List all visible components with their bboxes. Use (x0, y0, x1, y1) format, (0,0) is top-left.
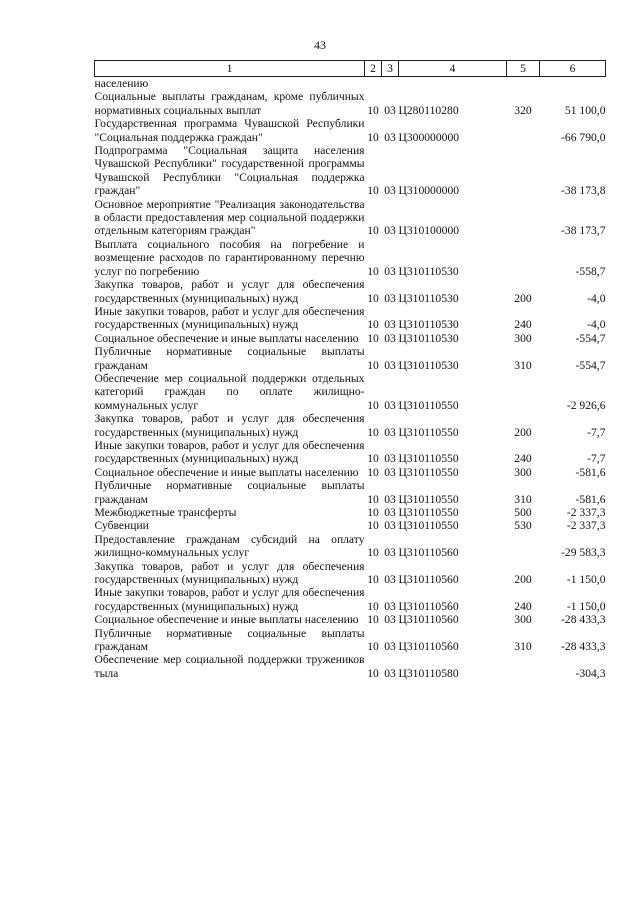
row-name: Закупка товаров, работ и услуг для обеспечения государственных (муниципальных) нужд (94, 559, 365, 587)
row-subsection: 03 (384, 613, 396, 627)
row-section: 10 (367, 546, 379, 560)
column-header-section: 2 (365, 61, 382, 77)
row-expense-type (507, 117, 540, 144)
row-target-item: Ц310000000 (398, 184, 460, 198)
row-target-item: Ц310110580 (398, 666, 459, 680)
row-expense-type: 300 (514, 331, 532, 345)
row-section: 10 (367, 506, 379, 519)
row-amount: -66 790,0 (561, 130, 606, 144)
row-target-item: Ц310110530 (398, 318, 459, 332)
row-amount: -38 173,7 (561, 224, 606, 238)
row-target-item: Ц310110550 (398, 506, 459, 519)
row-subsection: 03 (384, 398, 396, 412)
row-amount: -38 173,8 (561, 184, 606, 198)
column-header-subsection: 3 (382, 61, 399, 77)
row-expense-type: 310 (514, 358, 532, 372)
row-subsection (382, 77, 399, 91)
table-row (95, 305, 606, 332)
row-expense-type: 240 (514, 318, 532, 332)
table-row (95, 345, 606, 372)
row-amount: -2 337,3 (566, 519, 606, 533)
row-section: 10 (367, 573, 379, 587)
row-amount: 51 100,0 (564, 103, 606, 117)
table-row (95, 627, 606, 654)
row-amount: -28 433,3 (561, 613, 606, 627)
row-section: 10 (367, 264, 379, 278)
row-target-item (399, 77, 507, 91)
row-target-item: Ц310110530 (398, 291, 459, 305)
row-expense-type (507, 533, 540, 560)
column-header-amount: 6 (540, 61, 606, 77)
row-amount: -558,7 (575, 264, 606, 278)
row-name: Выплата социального пособия на погребение и возмещение расходов по гарантированному перечню услуг по погребению (94, 237, 365, 278)
row-target-item: Ц310110550 (398, 519, 459, 533)
row-expense-type (507, 372, 540, 412)
row-expense-type: 240 (514, 599, 532, 613)
row-subsection: 03 (384, 425, 396, 439)
table-row (95, 506, 606, 519)
row-expense-type: 320 (514, 103, 532, 117)
row-name: Социальное обеспечение и иные выплаты населению (94, 331, 359, 345)
page-number: 43 (314, 38, 326, 52)
row-name: Социальное обеспечение и иные выплаты населению (94, 613, 359, 627)
row-amount: -581,6 (575, 492, 606, 506)
row-target-item: Ц310110560 (398, 546, 459, 560)
table-row (95, 519, 606, 532)
row-name: Обеспечение мер социальной поддержки отдельных категорий граждан по оплате жилищно-коммунальных услуг (94, 371, 365, 412)
table-row (95, 332, 606, 345)
table-row (95, 653, 606, 680)
table-header-row (95, 61, 606, 77)
row-name: Субвенции (94, 519, 149, 533)
row-section: 10 (367, 492, 379, 506)
row-subsection: 03 (384, 492, 396, 506)
row-section: 10 (367, 103, 379, 117)
table-row (95, 372, 606, 412)
row-name: Публичные нормативные социальные выплаты гражданам (94, 626, 365, 654)
row-section: 10 (367, 599, 379, 613)
table-row (95, 533, 606, 560)
row-section: 10 (367, 452, 379, 466)
row-target-item: Ц310110550 (398, 425, 459, 439)
row-name: Основное мероприятие "Реализация законодательства в области предоставления мер социальной поддержки отдельным категориям граждан" (94, 197, 365, 238)
row-name: Государственная программа Чувашской Республики "Социальная поддержка граждан" (94, 117, 365, 144)
table-row (95, 144, 606, 198)
table-row (95, 479, 606, 506)
row-name: Социальное обеспечение и иные выплаты населению (94, 465, 359, 479)
row-name: Иные закупки товаров, работ и услуг для обеспечения государственных (муниципальных) нужд (94, 304, 365, 332)
row-amount (540, 77, 606, 91)
row-amount: -4,0 (587, 291, 606, 305)
row-section: 10 (367, 666, 379, 680)
table-row (95, 412, 606, 439)
column-header-name: 1 (95, 61, 365, 77)
column-header-expense-type: 5 (507, 61, 540, 77)
table-row (95, 613, 606, 626)
row-subsection: 03 (384, 546, 396, 560)
row-amount: -29 583,3 (561, 546, 606, 560)
row-subsection: 03 (384, 465, 396, 479)
row-subsection: 03 (384, 452, 396, 466)
row-expense-type: 300 (514, 613, 532, 627)
row-name: Закупка товаров, работ и услуг для обеспечения государственных (муниципальных) нужд (94, 412, 365, 439)
table-row (95, 278, 606, 305)
row-name: Закупка товаров, работ и услуг для обеспечения государственных (муниципальных) нужд (94, 278, 365, 305)
row-name: Предоставление гражданам субсидий на оплату жилищно-коммунальных услуг (94, 532, 365, 560)
row-subsection: 03 (384, 264, 396, 278)
row-subsection: 03 (384, 291, 396, 305)
row-subsection: 03 (384, 599, 396, 613)
table-body (95, 77, 606, 681)
row-subsection: 03 (384, 318, 396, 332)
row-section: 10 (367, 130, 379, 144)
row-amount: -304,3 (575, 666, 606, 680)
row-expense-type: 240 (514, 452, 532, 466)
row-expense-type (507, 144, 540, 198)
row-target-item: Ц310110560 (398, 640, 459, 654)
table-row (95, 238, 606, 278)
row-amount: -1 150,0 (566, 573, 606, 587)
row-name: Межбюджетные трансферты (94, 506, 237, 519)
row-section (365, 77, 382, 91)
row-section: 10 (367, 640, 379, 654)
budget-table (94, 60, 606, 680)
row-expense-type: 310 (514, 640, 532, 654)
table-row (95, 439, 606, 466)
row-target-item: Ц310110530 (398, 264, 459, 278)
row-expense-type (507, 238, 540, 278)
row-expense-type: 310 (514, 492, 532, 506)
row-section: 10 (367, 318, 379, 332)
table-row (95, 198, 606, 238)
row-target-item: Ц310110560 (398, 613, 459, 627)
row-subsection: 03 (384, 224, 396, 238)
row-expense-type: 530 (514, 519, 532, 533)
row-subsection: 03 (384, 184, 396, 198)
row-expense-type: 500 (514, 506, 532, 519)
row-section: 10 (367, 519, 379, 533)
row-amount: -1 150,0 (566, 599, 606, 613)
table-row (95, 90, 606, 117)
row-name: Иные закупки товаров, работ и услуг для обеспечения государственных (муниципальных) нужд (94, 586, 365, 613)
row-subsection: 03 (384, 103, 396, 117)
table-row (95, 117, 606, 144)
table-row (95, 586, 606, 613)
row-name: Иные закупки товаров, работ и услуг для обеспечения государственных (муниципальных) нужд (94, 438, 365, 466)
row-section: 10 (367, 425, 379, 439)
row-subsection: 03 (384, 358, 396, 372)
row-target-item: Ц310110530 (398, 358, 459, 372)
row-section: 10 (367, 358, 379, 372)
row-subsection: 03 (384, 506, 396, 519)
row-subsection: 03 (384, 331, 396, 345)
row-amount: -2 337,3 (566, 506, 606, 519)
row-target-item: Ц310110550 (398, 398, 459, 412)
row-name: населению (94, 77, 149, 90)
row-section: 10 (367, 291, 379, 305)
row-subsection: 03 (384, 666, 396, 680)
row-name: Социальные выплаты гражданам, кроме публичных нормативных социальных выплат (94, 90, 365, 117)
row-amount: -28 433,3 (561, 640, 606, 654)
row-amount: -554,7 (575, 331, 606, 345)
row-target-item: Ц310110560 (398, 573, 459, 587)
row-expense-type (507, 198, 540, 238)
table-row (95, 77, 606, 91)
row-amount: -7,7 (587, 425, 606, 439)
row-section: 10 (367, 613, 379, 627)
row-target-item: Ц300000000 (398, 130, 460, 144)
row-name: Публичные нормативные социальные выплаты гражданам (94, 345, 365, 372)
row-target-item: Ц310110560 (398, 599, 459, 613)
row-subsection: 03 (384, 519, 396, 533)
row-amount: -554,7 (575, 358, 606, 372)
row-section: 10 (367, 331, 379, 345)
row-name: Подпрограмма "Социальная защита населения Чувашской Республики" государственной программы Чувашской Республики "Социальная поддержка граждан" (94, 144, 365, 198)
row-expense-type: 200 (514, 291, 532, 305)
row-section: 10 (367, 465, 379, 479)
row-name: Публичные нормативные социальные выплаты гражданам (94, 479, 365, 506)
row-expense-type (507, 77, 540, 91)
row-target-item: Ц310110550 (398, 492, 459, 506)
table-row (95, 466, 606, 479)
row-name: Обеспечение мер социальной поддержки тружеников тыла (94, 653, 365, 680)
column-header-target-item: 4 (399, 61, 507, 77)
row-subsection: 03 (384, 130, 396, 144)
row-amount: -581,6 (575, 465, 606, 479)
row-section: 10 (367, 184, 379, 198)
row-expense-type: 200 (514, 425, 532, 439)
row-amount: -4,0 (587, 318, 606, 332)
row-subsection: 03 (384, 573, 396, 587)
row-section: 10 (367, 398, 379, 412)
table-row (95, 560, 606, 587)
row-target-item: Ц310110550 (398, 452, 459, 466)
row-subsection: 03 (384, 640, 396, 654)
row-target-item: Ц280110280 (398, 103, 459, 117)
row-amount: -2 926,6 (566, 398, 606, 412)
row-target-item: Ц310110530 (398, 331, 459, 345)
row-expense-type: 200 (514, 573, 532, 587)
row-target-item: Ц310110550 (398, 465, 459, 479)
row-section: 10 (367, 224, 379, 238)
row-expense-type (507, 653, 540, 680)
row-target-item: Ц310100000 (398, 224, 460, 238)
row-amount: -7,7 (587, 452, 606, 466)
row-expense-type: 300 (514, 465, 532, 479)
